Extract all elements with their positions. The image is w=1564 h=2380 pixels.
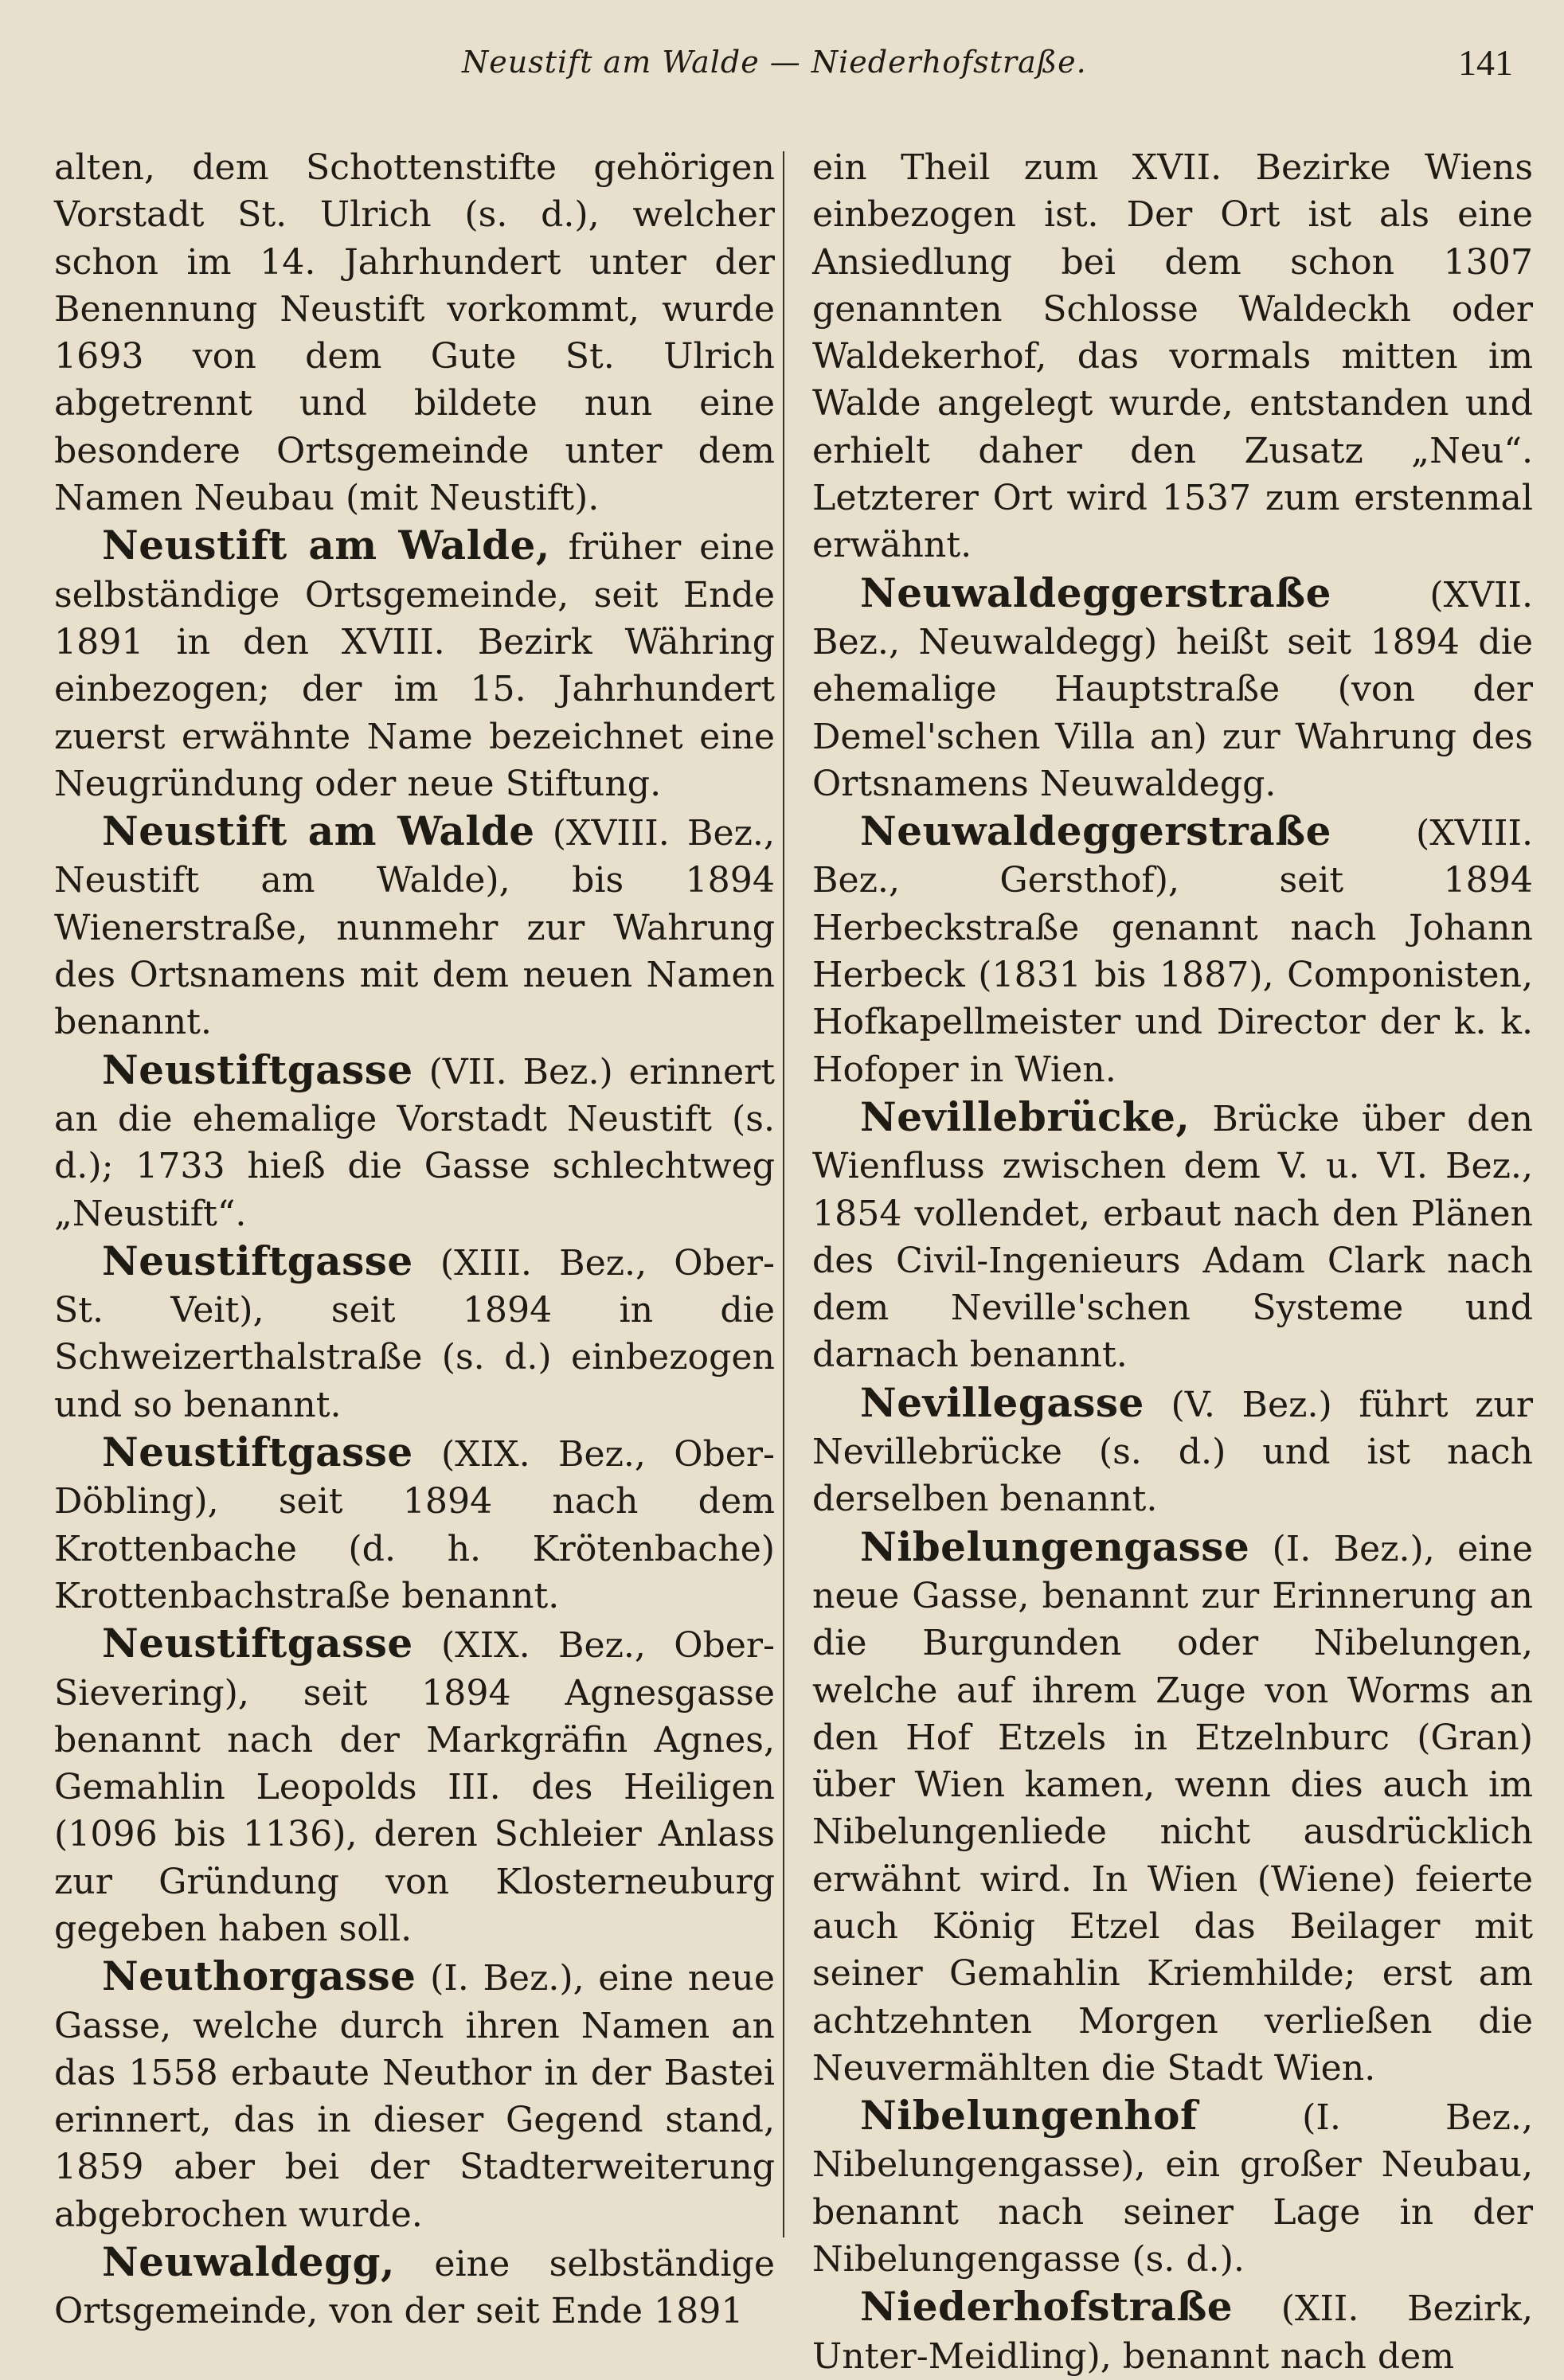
entry-headword: Neuwaldegg, xyxy=(102,2238,395,2286)
entry-text: (XIX. Bez., Ober-Sievering), seit 1894 Agnesgasse benannt nach der Markgräfin Agnes, Gemahlin Leopolds III. des Heiligen (1096 bis 1136), deren Schleier Anlass zur Gründung von Klosterneuburg gegeben haben soll. xyxy=(54,1625,775,1949)
entry-text: (XVIII. Bez., Gersthof), seit 1894 Herbeckstraße genannt nach Johann Herbeck (1831 bis 1887), Componisten, Hofkapellmeister und Director der k. k. Hofoper in Wien. xyxy=(812,813,1533,1090)
entry-text: (VII. Bez.) erinnert an die ehemalige Vorstadt Neustift (s. d.); 1733 hieß die Gasse schlechtweg „Neustift“. xyxy=(54,1051,775,1234)
entry xyxy=(812,569,1533,807)
entry xyxy=(54,1428,775,1620)
entry-headword: Niederhofstraße xyxy=(860,2283,1234,2331)
entry xyxy=(54,522,775,807)
entry-headword: Neustift am Walde, xyxy=(102,522,550,569)
entry xyxy=(812,2283,1533,2380)
entry-headword: Neustiftgasse xyxy=(102,1428,413,1476)
entry-headword: Neuwaldeggerstraße xyxy=(860,569,1331,616)
entry xyxy=(54,142,775,522)
entry xyxy=(812,807,1533,1093)
entry-headword: Neuthorgasse xyxy=(102,1952,416,2000)
entry-text: früher eine selbständige Ortsgemeinde, seit Ende 1891 in den XVIII. Bezirk Währing einbezogen; der im 15. Jahrhundert zuerst erwähnte Name bezeichnet eine Neugründung oder neue Stiftung. xyxy=(54,527,775,804)
entry xyxy=(54,1952,775,2238)
entry xyxy=(812,1523,1533,2093)
entry-text: (I. Bez.), eine neue Gasse, welche durch ihren Namen an das 1558 erbaute Neuthor in der Bastei erinnert, das in dieser Gegend stand, 1859 aber bei der Stadterweiterung abgebrochen wurde. xyxy=(54,1958,775,2235)
entry xyxy=(54,1237,775,1428)
entry-text: (XIX. Bez., Ober-Döbling), seit 1894 nach dem Krottenbache (d. h. Krötenbache) Krottenbachstraße benannt. xyxy=(54,1434,775,1616)
entry xyxy=(812,142,1533,569)
entry-headword: Neustiftgasse xyxy=(102,1620,413,1667)
entry-text: (XII. Bezirk, Unter-Meidling), benannt nach dem xyxy=(812,2288,1533,2377)
entry-text: (I. Bez., Nibelungengasse), ein großer Neubau, benannt nach seiner Lage in der Nibelungengasse (s. d.). xyxy=(812,2097,1533,2280)
entry-headword: Neustift am Walde xyxy=(102,807,535,855)
page-header xyxy=(0,38,1564,94)
entry-text: (V. Bez.) führt zur Nevillebrücke (s. d.) und ist nach derselben benannt. xyxy=(812,1384,1533,1520)
entry-headword: Nevillebrücke, xyxy=(860,1092,1191,1140)
entry xyxy=(54,2238,775,2335)
entry xyxy=(812,1093,1533,1379)
entry-headword: Nevillegasse xyxy=(860,1378,1144,1426)
entry-headword: Neustiftgasse xyxy=(102,1237,413,1284)
entry-headword: Neustiftgasse xyxy=(102,1045,413,1093)
entry xyxy=(812,2092,1533,2283)
entry-text: ein Theil zum XVII. Bezirke Wiens einbezogen ist. Der Ort ist als eine Ansiedlung bei dem schon 1307 genannten Schlosse Waldeckh oder Waldekerhof, das vormals mitten im Walde angelegt wurde, entstanden und erhielt daher den Zusatz „Neu“. Letzterer Ort wird 1537 zum erstenmal erwähnt. xyxy=(812,147,1533,566)
entry-text: eine selbständige Ortsgemeinde, von der seit Ende 1891 xyxy=(54,2244,775,2332)
entry-text: alten, dem Schottenstifte gehörigen Vorstadt St. Ulrich (s. d.), welcher schon im 14. Jahrhundert unter der Benennung Neustift vorkommt, wurde 1693 von dem Gute St. Ulrich abgetrennt und bildete nun eine besondere Ortsgemeinde unter dem Namen Neubau (mit Neustift). xyxy=(54,147,775,519)
entry-headword: Neuwaldeggerstraße xyxy=(860,807,1331,855)
entry-text: (XIII. Bez., Ober-St. Veit), seit 1894 in die Schweizerthalstraße (s. d.) einbezogen und so benannt. xyxy=(54,1242,775,1425)
entry xyxy=(54,807,775,1045)
entry xyxy=(812,1379,1533,1523)
running-title: Neustift am Walde — Niederhofstraße. xyxy=(462,45,1087,80)
entry-text: Brücke über den Wienfluss zwischen dem V. u. VI. Bez., 1854 vollendet, erbaut nach den Plänen des Civil-Ingenieurs Adam Clark nach dem Neville'schen Systeme und darnach benannt. xyxy=(812,1098,1533,1376)
entry-text: (I. Bez.), eine neue Gasse, benannt zur Erinnerung an die Burgunden oder Nibelungen, welche auf ihrem Zuge von Worms an den Hof Etzels in Etzelnburc (Gran) über Wien kamen, wenn dies auch im Nibelungenliede nicht ausdrücklich erwähnt wird. In Wien (Wiene) feierte auch König Etzel das Beilager mit seiner Gemahlin Kriemhilde; erst am achtzehnten Morgen verließen die Neuvermählten die Stadt Wien. xyxy=(812,1528,1533,2089)
entry-headword: Nibelungenhof xyxy=(860,2092,1198,2140)
entry xyxy=(54,1046,775,1237)
entry-headword: Nibelungengasse xyxy=(860,1522,1250,1570)
page-number: 141 xyxy=(1458,42,1513,83)
entry xyxy=(54,1620,775,1952)
left-column xyxy=(54,142,775,2335)
entry-text: (XVII. Bez., Neuwaldegg) heißt seit 1894 die ehemalige Hauptstraße (von der Demel'schen Villa an) zur Wahrung des Ortsnamens Neuwaldegg. xyxy=(812,574,1533,804)
entry-text: (XVIII. Bez., Neustift am Walde), bis 1894 Wienerstraße, nunmehr zur Wahrung des Ortsnamens mit dem neuen Namen benannt. xyxy=(54,813,775,1043)
right-column xyxy=(812,142,1533,2380)
column-divider xyxy=(783,151,784,2237)
